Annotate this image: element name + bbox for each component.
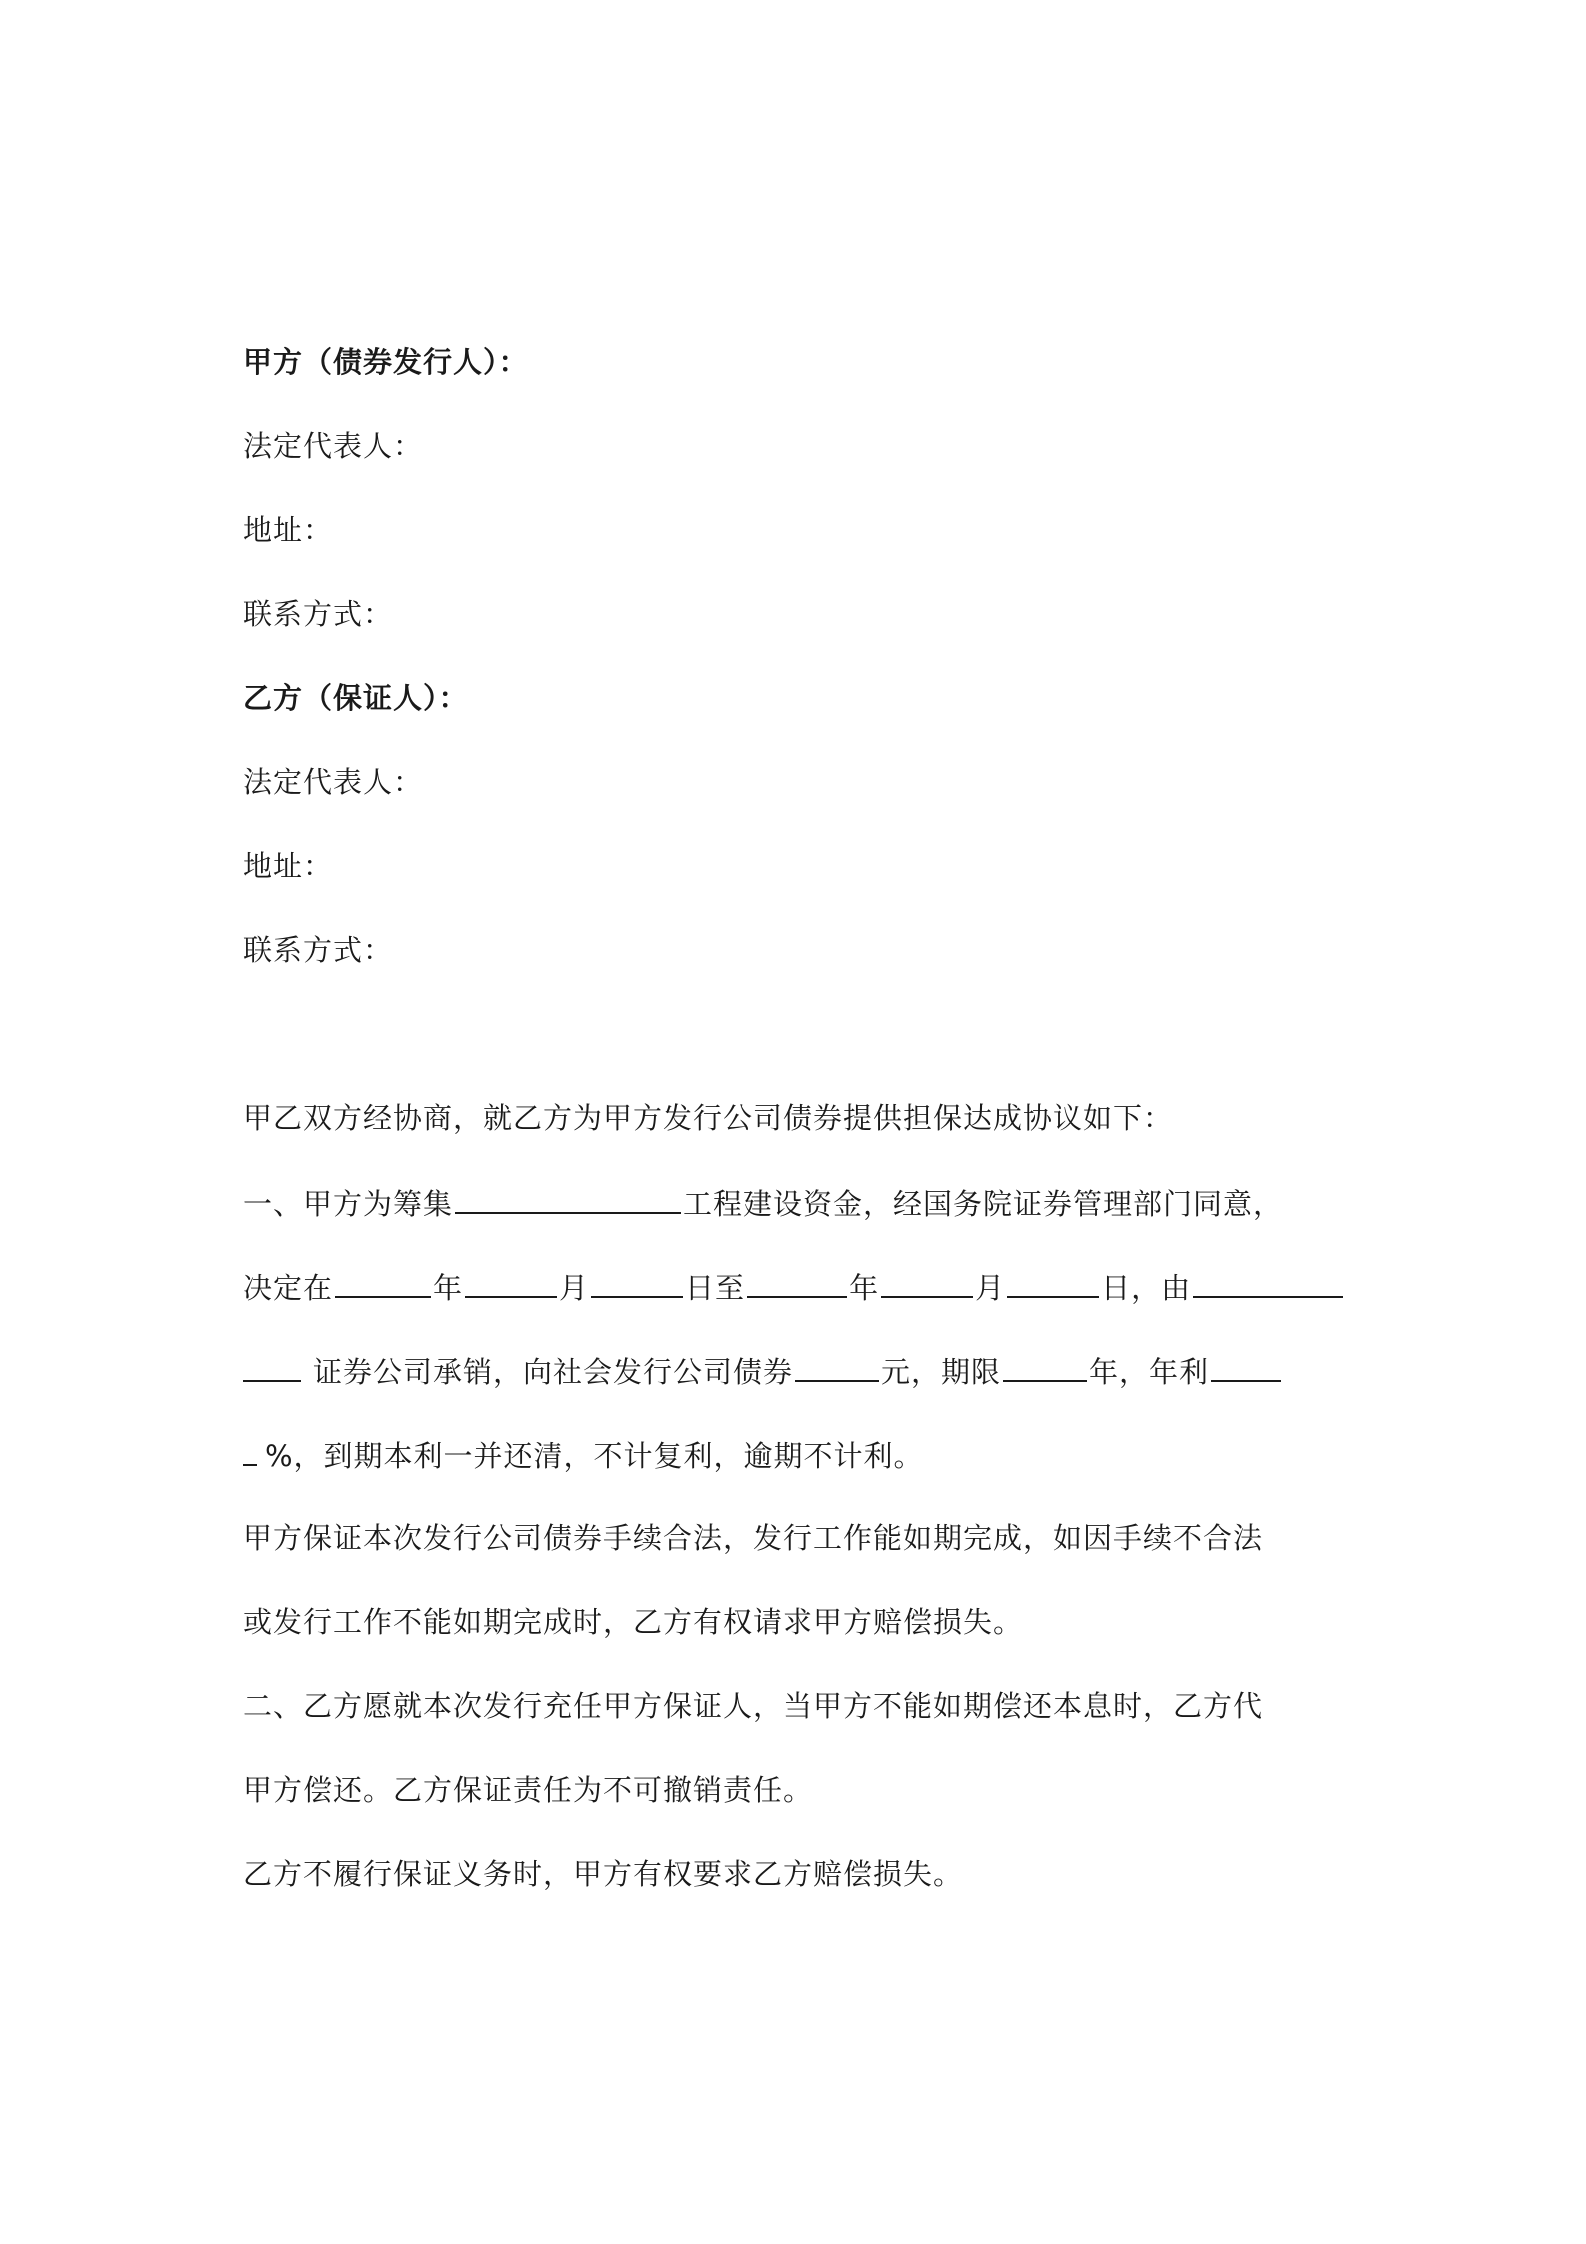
end-year-blank[interactable] <box>747 1266 847 1298</box>
party-b-representative: 法定代表人： <box>243 765 424 799</box>
clause-1-text: 元，期限 <box>881 1355 1002 1389</box>
clause-1-line-3 <box>243 1350 1283 1392</box>
clause-1-text: %，到期本利一并还清，不计复利，逾期不计利。 <box>265 1439 924 1473</box>
clause-1-text: 决定在 <box>243 1271 334 1305</box>
clause-1-text: 年，年利 <box>1089 1355 1210 1389</box>
intro-paragraph: 甲乙双方经协商，就乙方为甲方发行公司债券提供担保达成协议如下： <box>243 1101 1174 1135</box>
clause-1-line-1 <box>243 1182 1283 1224</box>
interest-rate-blank-continued[interactable] <box>243 1434 257 1466</box>
underwriter-blank-continued[interactable] <box>243 1350 301 1382</box>
party-a-contact: 联系方式： <box>243 597 394 631</box>
clause-1-text: 日，由 <box>1101 1271 1192 1305</box>
clause-1-text: 年 <box>849 1271 880 1305</box>
clause-1-line-2 <box>243 1266 1345 1308</box>
party-a-address: 地址： <box>243 513 334 547</box>
fund-purpose-blank[interactable] <box>455 1182 681 1214</box>
party-b-title: 乙方（保证人）： <box>243 681 469 715</box>
clause-1-text: 月 <box>559 1271 590 1305</box>
clause-1-text: 日至 <box>685 1271 746 1305</box>
paragraph-3: 乙方不履行保证义务时，甲方有权要求乙方赔偿损失。 <box>243 1857 964 1891</box>
paragraph-2-line-2: 或发行工作不能如期完成时，乙方有权请求甲方赔偿损失。 <box>243 1605 1024 1639</box>
term-blank[interactable] <box>1003 1350 1087 1382</box>
amount-blank[interactable] <box>795 1350 879 1382</box>
clause-1-text: 证券公司承销，向社会发行公司债券 <box>313 1355 794 1389</box>
clause-1-text: 工程建设资金，经国务院证券管理部门同意， <box>683 1187 1284 1221</box>
end-day-blank[interactable] <box>1007 1266 1099 1298</box>
clause-1-text: 年 <box>433 1271 464 1305</box>
clause-2-line-1: 二、乙方愿就本次发行充任甲方保证人，当甲方不能如期偿还本息时，乙方代 <box>243 1689 1264 1723</box>
party-a-title: 甲方（债券发行人）： <box>243 345 529 379</box>
start-day-blank[interactable] <box>591 1266 683 1298</box>
clause-1-line-4 <box>243 1434 924 1476</box>
paragraph-2-line-1: 甲方保证本次发行公司债券手续合法，发行工作能如期完成，如因手续不合法 <box>243 1521 1264 1555</box>
party-b-contact: 联系方式： <box>243 933 394 967</box>
clause-1-text: 一、甲方为筹集 <box>243 1187 454 1221</box>
party-b-address: 地址： <box>243 849 334 883</box>
start-month-blank[interactable] <box>465 1266 557 1298</box>
underwriter-blank[interactable] <box>1193 1266 1343 1298</box>
party-a-representative: 法定代表人： <box>243 429 424 463</box>
start-year-blank[interactable] <box>335 1266 431 1298</box>
clause-2-line-2: 甲方偿还。乙方保证责任为不可撤销责任。 <box>243 1773 814 1807</box>
end-month-blank[interactable] <box>881 1266 973 1298</box>
clause-1-text: 月 <box>975 1271 1006 1305</box>
interest-rate-blank[interactable] <box>1211 1350 1281 1382</box>
